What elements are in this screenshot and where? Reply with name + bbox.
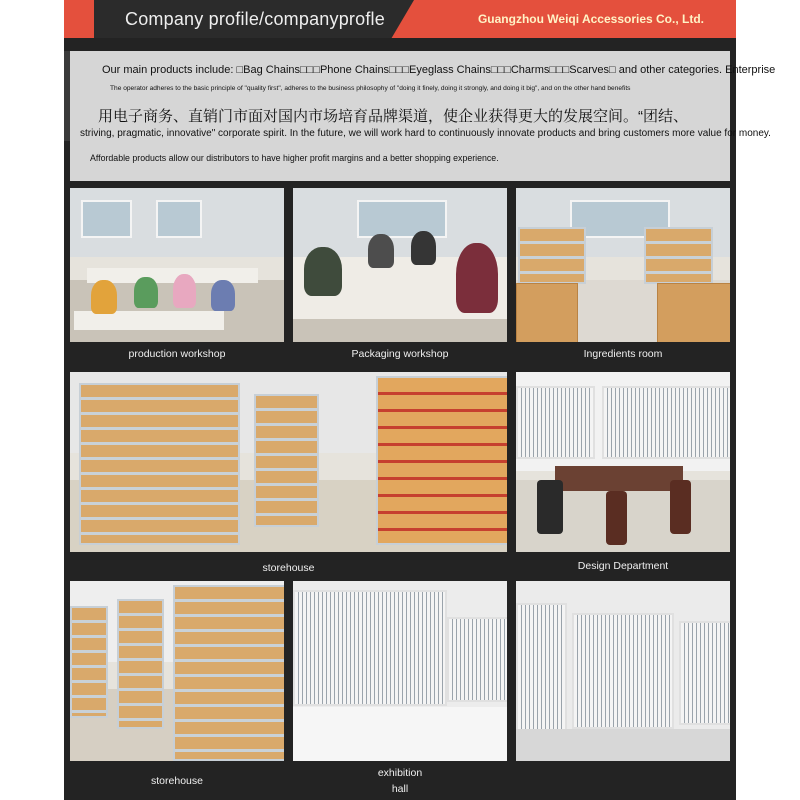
intro-box <box>70 51 776 181</box>
ingredients-room-photo <box>516 188 730 342</box>
caption-packaging-workshop: Packaging workshop <box>351 348 449 360</box>
caption-design-department: Design Department <box>577 560 669 572</box>
caption-exhibition-line-1: exhibition <box>377 767 423 779</box>
caption-production-workshop: production workshop <box>128 348 226 360</box>
intro-chinese: 用电子商务、直销门市面对国内市场培育品牌渠道，使企业获得更大的发展空间。“团结、 <box>98 108 688 125</box>
intro-products: Our main products include: □Bag Chains□□□Phone Chains□□□Eyeglass Chains□□□Charms□□□Scarves□ and other categories. Enterprise <box>102 64 776 76</box>
exhibition-hall-photo <box>293 581 507 761</box>
exhibition-hall-photo-2 <box>516 581 730 761</box>
design-department-photo <box>516 372 730 552</box>
storehouse-photo <box>70 372 507 552</box>
page-title: Company profile/companyprofle <box>125 9 385 29</box>
storehouse-photo-2 <box>70 581 284 761</box>
intro-spirit: striving, pragmatic, innovative" corporate spirit. In the future, we will work hard to continuously innovate products and bring customers more value for money. <box>80 128 771 139</box>
company-profile-panel <box>64 0 776 800</box>
intro-affordable: Affordable products allow our distributors to have higher profit margins and a better shopping experience. <box>90 153 499 163</box>
caption-exhibition-line-2: hall <box>391 783 409 795</box>
caption-storehouse-2: storehouse <box>151 775 203 787</box>
production-workshop-photo <box>70 188 284 342</box>
caption-storehouse-1: storehouse <box>262 562 315 574</box>
intro-principle: The operator adheres to the basic principle of "quality first", adheres to the business philosophy of "doing it finely, doing it strongly, and doing it big", and on the other hand benefits <box>110 85 631 92</box>
packaging-workshop-photo <box>293 188 507 342</box>
company-name: Guangzhou Weiqi Accessories Co., Ltd. <box>477 12 704 26</box>
caption-ingredients-room: Ingredients room <box>583 348 663 360</box>
